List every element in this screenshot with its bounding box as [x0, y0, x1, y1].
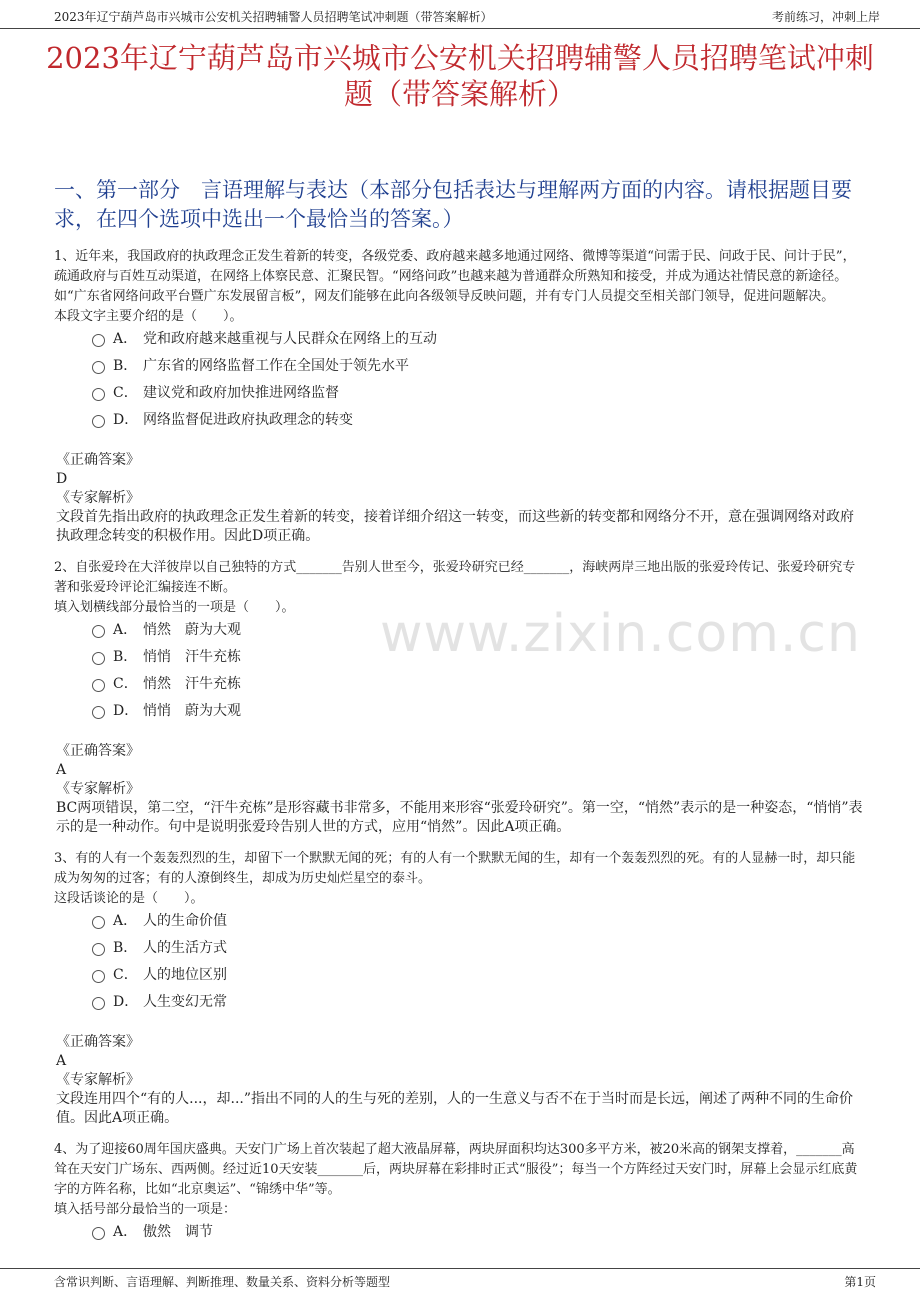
question-4	[54, 1140, 866, 1220]
answer-label: 《正确答案》	[56, 743, 140, 759]
answer-value: A	[56, 1053, 67, 1069]
document-title: 2023年辽宁葫芦岛市兴城市公安机关招聘辅警人员招聘笔试冲刺题（带答案解析）	[46, 41, 874, 111]
answer-value: A	[56, 762, 67, 778]
option-c[interactable]: C． 建议党和政府加快推进网络监督	[92, 378, 437, 405]
question-2	[54, 558, 866, 618]
radio-icon[interactable]	[92, 943, 105, 956]
radio-icon[interactable]	[92, 706, 105, 719]
radio-icon[interactable]	[92, 970, 105, 983]
answer-label: 《正确答案》	[56, 1034, 140, 1050]
option-b[interactable]: B． 人的生活方式	[92, 933, 227, 960]
page-header	[0, 0, 920, 29]
question-3	[54, 849, 866, 909]
header-right-text: 考前练习，冲刺上岸	[771, 10, 880, 24]
answer-value: D	[56, 471, 68, 487]
analysis-text: 文段连用四个“有的人...，却...”指出不同的人的生与死的差别，人的一生意义与否不在于当时而是长远，阐述了两种不同的生命价值。因此A项正确。	[56, 1091, 854, 1126]
radio-icon[interactable]	[92, 388, 105, 401]
option-a[interactable]: A． 党和政府越来越重视与人民群众在网络上的互动	[92, 324, 437, 351]
analysis-text: BC两项错误，第二空，“汗牛充栋”是形容藏书非常多，不能用来形容“张爱玲研究”。第一空，“悄然”表示的是一种姿态，“悄悄”表示的是一种动作。句中是说明张爱玲告别人世的方式，应用“悄然”。因此A项正确。	[56, 800, 863, 835]
footer-left-text: 含常识判断、言语理解、判断推理、数量关系、资料分析等题型	[54, 1275, 391, 1289]
question-text: 4、为了迎接60周年国庆盛典。天安门广场上首次装起了超大液晶屏幕，两块屏面积均达300多平方米，被20米高的钢架支撑着，_______高耸在天安门广场东、西两侧。经过近10天安装_______后，两块屏幕在彩排时正式“服役”；每当一个方阵经过天安门时，屏幕上会显示红底黄字的方阵名称，比如“北京奥运”、“锦绣中华”等。	[54, 1142, 858, 1197]
option-c[interactable]: C． 人的地位区别	[92, 960, 227, 987]
radio-icon[interactable]	[92, 334, 105, 347]
analysis-label: 《专家解析》	[56, 490, 140, 506]
page-footer	[0, 1268, 920, 1303]
options-4	[92, 1217, 213, 1244]
option-a[interactable]: A． 悄然 蔚为大观	[92, 615, 241, 642]
radio-icon[interactable]	[92, 679, 105, 692]
option-d[interactable]: D． 网络监督促进政府执政理念的转变	[92, 405, 437, 432]
question-prompt: 填入括号部分最恰当的一项是：	[54, 1202, 237, 1217]
header-left-text: 2023年辽宁葫芦岛市兴城市公安机关招聘辅警人员招聘笔试冲刺题（带答案解析）	[54, 10, 493, 24]
analysis-label: 《专家解析》	[56, 781, 140, 797]
analysis-text: 文段首先指出政府的执政理念正发生着新的转变，接着详细介绍这一转变，而这些新的转变都和网络分不开，意在强调网络对政府执政理念转变的积极作用。因此D项正确。	[56, 509, 854, 544]
question-prompt: 本段文字主要介绍的是（ ）。	[54, 309, 243, 324]
answer-block-3	[56, 1033, 866, 1128]
answer-label: 《正确答案》	[56, 452, 140, 468]
radio-icon[interactable]	[92, 1227, 105, 1240]
option-a[interactable]: A． 傲然 调节	[92, 1217, 213, 1244]
question-text: 3、有的人有一个轰轰烈烈的生，却留下一个默默无闻的死；有的人有一个默默无闻的生，却有一个轰轰烈烈的死。有的人显赫一时，却只能成为匆匆的过客；有的人潦倒终生，却成为历史灿烂星空的泰斗。	[54, 851, 856, 886]
radio-icon[interactable]	[92, 361, 105, 374]
option-a[interactable]: A． 人的生命价值	[92, 906, 227, 933]
question-prompt: 这段话谈论的是（ ）。	[54, 891, 204, 906]
option-b[interactable]: B． 广东省的网络监督工作在全国处于领先水平	[92, 351, 437, 378]
radio-icon[interactable]	[92, 625, 105, 638]
options-1	[92, 324, 437, 432]
option-d[interactable]: D． 人生变幻无常	[92, 987, 227, 1014]
page-number: 第1页	[844, 1275, 876, 1289]
radio-icon[interactable]	[92, 916, 105, 929]
watermark: www.zixin.com.cn	[380, 604, 861, 664]
options-3	[92, 906, 227, 1014]
option-c[interactable]: C． 悄然 汗牛充栋	[92, 669, 241, 696]
radio-icon[interactable]	[92, 997, 105, 1010]
analysis-label: 《专家解析》	[56, 1072, 140, 1088]
answer-block-1	[56, 451, 866, 546]
radio-icon[interactable]	[92, 415, 105, 428]
answer-block-2	[56, 742, 866, 837]
option-b[interactable]: B． 悄悄 汗牛充栋	[92, 642, 241, 669]
radio-icon[interactable]	[92, 652, 105, 665]
section-heading: 一、第一部分 言语理解与表达（本部分包括表达与理解两方面的内容。请根据题目要求，在四个选项中选出一个最恰当的答案。）	[54, 178, 852, 231]
option-d[interactable]: D． 悄悄 蔚为大观	[92, 696, 241, 723]
question-1	[54, 247, 866, 327]
options-2	[92, 615, 241, 723]
question-text: 2、自张爱玲在大洋彼岸以自己独特的方式_______告别人世至今，张爱玲研究已经_______，海峡两岸三地出版的张爱玲传记、张爱玲研究专著和张爱玲评论汇编接连不断。	[54, 560, 856, 595]
question-text: 1、近年来，我国政府的执政理念正发生着新的转变，各级党委、政府越来越多地通过网络、微博等渠道“问需于民、问政于民、问计于民”，疏通政府与百姓互动渠道，在网络上体察民意、汇聚民智。“网络问政”也越来越为普通群众所熟知和接受，并成为通达社情民意的新途径。如“广东省网络问政平台暨广东发展留言板”，网友们能够在此向各级领导反映问题，并有专门人员提交至相关部门领导，促进问题解决。	[54, 249, 856, 304]
question-prompt: 填入划横线部分最恰当的一项是（ ）。	[54, 600, 295, 615]
